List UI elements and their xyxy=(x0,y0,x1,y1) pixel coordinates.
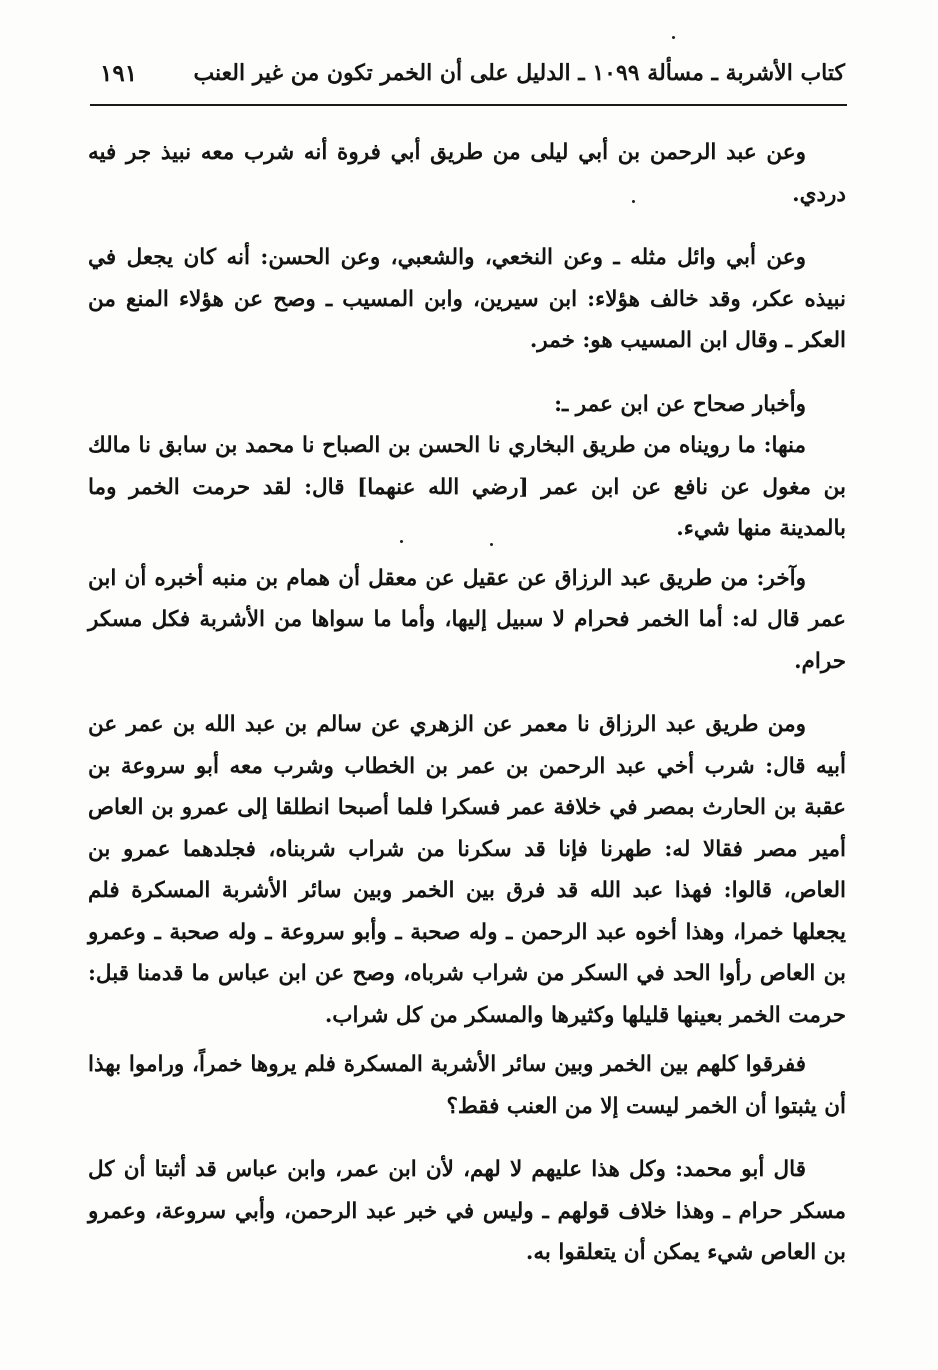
scan-speck xyxy=(632,200,635,203)
body-text xyxy=(88,132,846,1274)
paragraph-6: ومن طريق عبد الرزاق نا معمر عن الزهري عن سالم بن عبد الله بن عمر عن أبيه قال: شرب أخي عبد الرحمن بن عمر بن الخطاب وشرب معه أبو سروعة بن عقبة بن الحارث بمصر في خلافة عمر فسكرا فلما أصبحا انطلقا إلى عمرو بن العاص أمير مصر فقالا له: طهرنا فإنا قد سكرنا من شراب شربناه، فجلدهما عمرو بن العاص، قالوا: فهذا عبد الله قد فرق بين الخمر وبين سائر الأشربة المسكرة فلم يجعلها خمرا، وهذا أخوه عبد الرحمن ـ وله صحبة ـ وأبو سروعة ـ وله صحبة ـ وعمرو بن العاص رأوا الحد في السكر من شراب شرباه، وصح عن ابن عباس ما قدمنا قبل: حرمت الخمر بعينها قليلها وكثيرها والمسكر من كل شراب. xyxy=(88,712,846,1028)
paragraph-7: ففرقوا كلهم بين الخمر وبين سائر الأشربة المسكرة فلم يروها خمراً، وراموا بهذا أن يثبتوا أن الخمر ليست إلا من العنب فقط؟ xyxy=(88,1052,846,1119)
paragraph-8: قال أبو محمد: وكل هذا عليهم لا لهم، لأن ابن عمر، وابن عباس قد أثبتا أن كل مسكر حرام ـ وهذا خلاف قولهم ـ وليس في خبر عبد الرحمن، وأبي سروعة، وعمرو بن العاص شيء يمكن أن يتعلقوا به. xyxy=(88,1157,846,1265)
paragraph-3: وأخبار صحاح عن ابن عمر ـ: xyxy=(554,391,806,417)
header-divider xyxy=(90,104,847,106)
header-title: كتاب الأشربة ـ مسألة ١٠٩٩ ـ الدليل على أن الخمر تكون من غير العنب xyxy=(193,60,845,86)
paragraph-4: منها: ما رويناه من طريق البخاري نا الحسن بن الصباح نا محمد بن سابق نا مالك بن مغول عن نافع عن ابن عمر [رضي الله عنهما] قال: لقد حرمت الخمر وما بالمدينة منها شيء. xyxy=(88,433,846,541)
scan-speck xyxy=(490,543,493,546)
page-number: ١٩١ xyxy=(100,60,138,87)
paragraph-1: وعن عبد الرحمن بن أبي ليلى من طريق أبي فروة أنه شرب معه نبيذ جر فيه دردي. xyxy=(88,140,846,207)
scan-speck xyxy=(672,36,675,39)
scan-speck xyxy=(400,540,403,543)
paragraph-5: وآخر: من طريق عبد الرزاق عن عقيل عن معقل أن همام بن منبه أخبره أن ابن عمر قال له: أما الخمر فحرام لا سبيل إليها، وأما ما سواها من الأشربة فكل مسكر حرام. xyxy=(88,565,846,674)
paragraph-2: وعن أبي وائل مثله ـ وعن النخعي، والشعبي، وعن الحسن: أنه كان يجعل في نبيذه عكر، وقد خالف هؤلاء: ابن سيرين، وابن المسيب ـ وصح عن هؤلاء المنع من العكر ـ وقال ابن المسيب هو: خمر. xyxy=(88,245,846,353)
running-header xyxy=(90,58,845,98)
